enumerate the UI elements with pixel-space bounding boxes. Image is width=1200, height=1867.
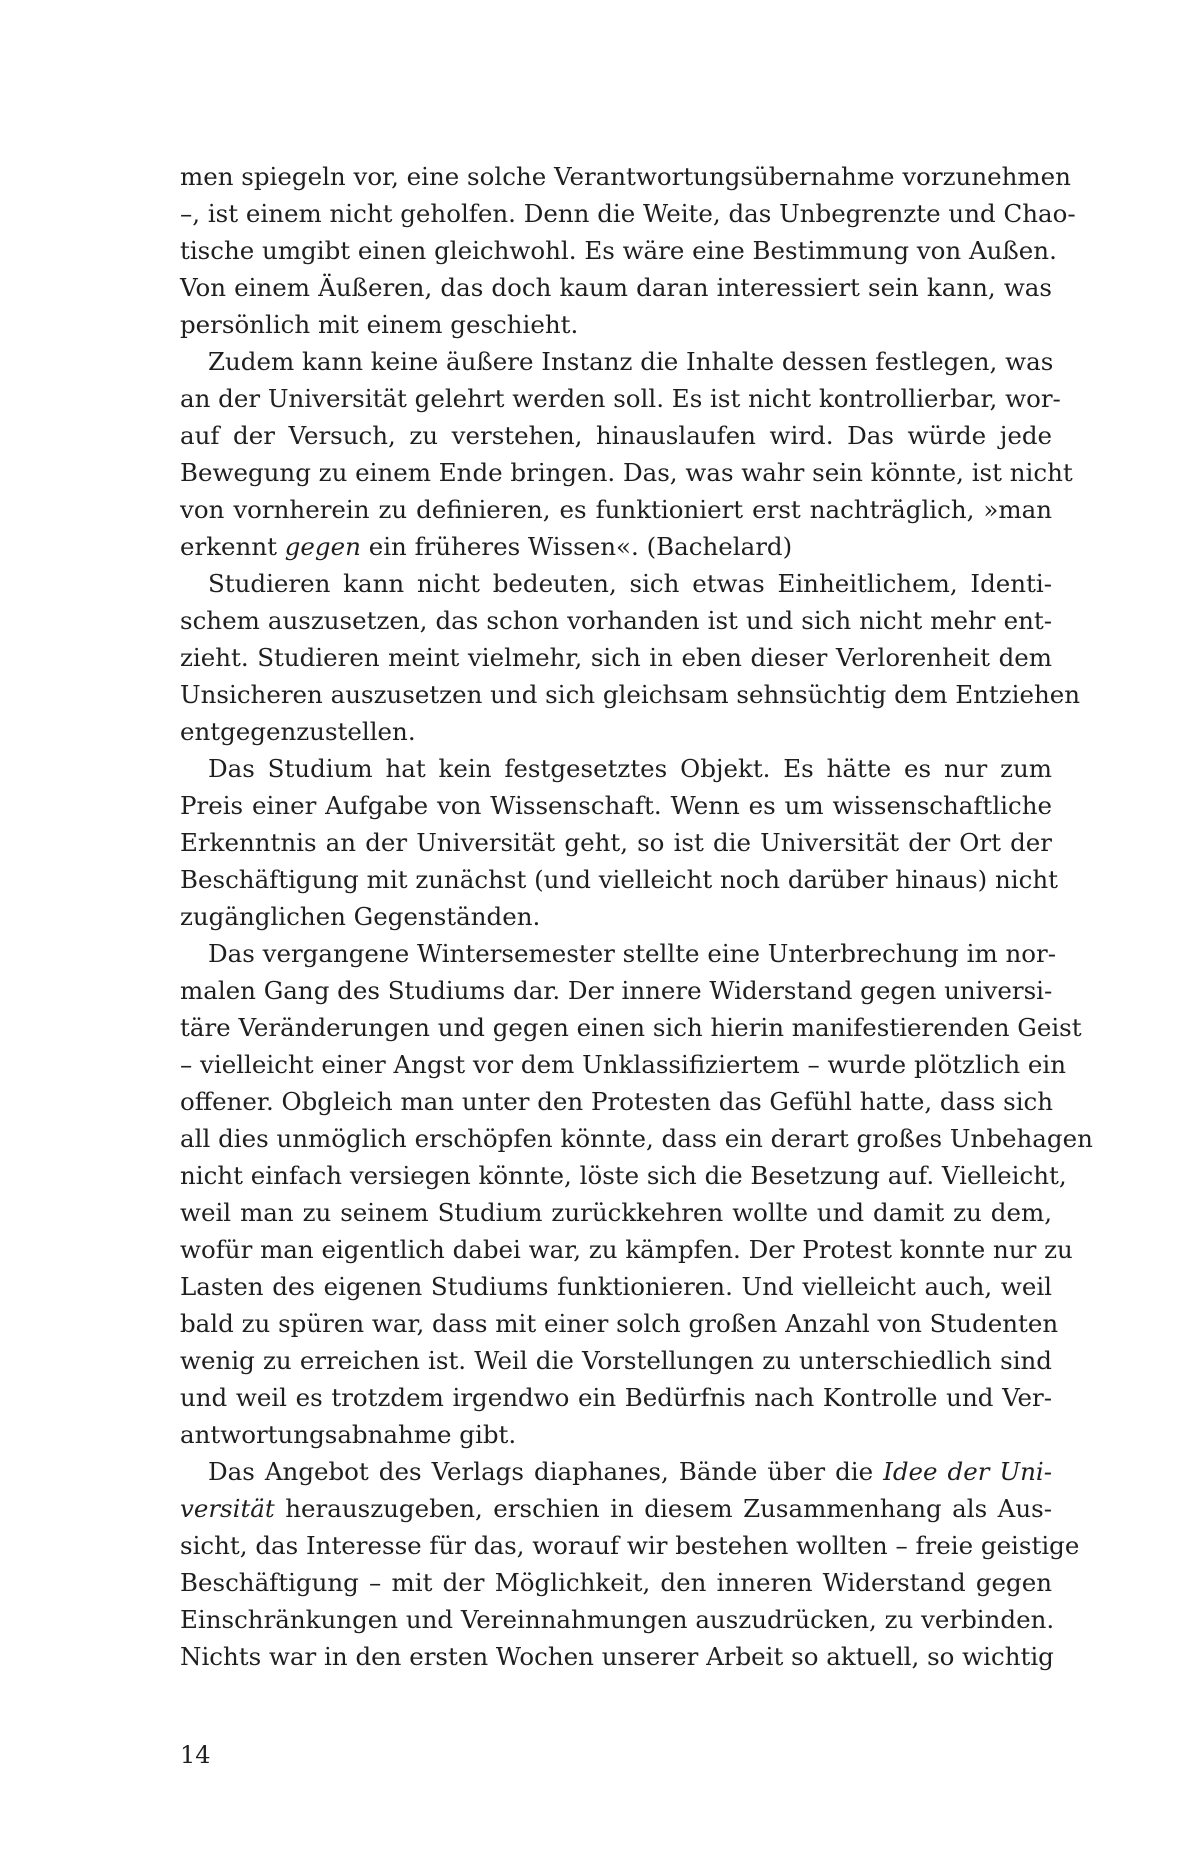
- text-line: men spiegeln vor, eine solche Verantwortungsübernahme vorzunehmen: [180, 162, 1071, 191]
- text-line: [180, 528, 1052, 565]
- italic-text: Idee der Uni-: [883, 1457, 1052, 1486]
- text-line: nicht einfach versiegen könnte, löste sich die Besetzung auf. Vielleicht,: [180, 1161, 1067, 1190]
- text-line: Das vergangene Wintersemester stellte eine Unterbrechung im nor-: [208, 939, 1057, 968]
- text-line: wofür man eigentlich dabei war, zu kämpfen. Der Protest konnte nur zu: [180, 1235, 1073, 1264]
- text-line: zieht. Studieren meint vielmehr, sich in eben dieser Verlorenheit dem: [180, 643, 1052, 672]
- text-line: –, ist einem nicht geholfen. Denn die Weite, das Unbegrenzte und Chao-: [180, 199, 1076, 228]
- text-segment: erkennt: [180, 532, 285, 561]
- text-line: weil man zu seinem Studium zurückkehren wollte und damit zu dem,: [180, 1198, 1052, 1227]
- text-line: Zudem kann keine äußere Instanz die Inhalte dessen festlegen, was: [208, 347, 1054, 376]
- text-line: schem auszusetzen, das schon vorhanden ist und sich nicht mehr ent-: [180, 606, 1052, 635]
- text-segment: herauszugeben, erschien in diesem Zusammenhang als Aus-: [274, 1494, 1052, 1523]
- text-line: [180, 1453, 1052, 1490]
- text-line: Bewegung zu einem Ende bringen. Das, was wahr sein könnte, ist nicht: [180, 458, 1073, 487]
- text-line: – vielleicht einer Angst vor dem Unklassifiziertem – wurde plötzlich ein: [180, 1050, 1067, 1079]
- body-text: [180, 158, 1093, 1675]
- text-line: antwortungsabnahme gibt.: [180, 1420, 517, 1449]
- text-line: zugänglichen Gegenständen.: [180, 902, 541, 931]
- text-line: Von einem Äußeren, das doch kaum daran interessiert sein kann, was: [180, 273, 1052, 302]
- text-line: Studieren kann nicht bedeuten, sich etwas Einheitlichem, Identi-: [208, 569, 1052, 598]
- text-line: täre Veränderungen und gegen einen sich hierin manifestierenden Geist: [180, 1013, 1082, 1042]
- text-line: Lasten des eigenen Studiums funktionieren. Und vielleicht auch, weil: [180, 1272, 1052, 1301]
- text-segment: ein früheres Wissen«. (Bachelard): [360, 532, 793, 561]
- text-line: bald zu spüren war, dass mit einer solch großen Anzahl von Studenten: [180, 1309, 1059, 1338]
- text-line: all dies unmöglich erschöpfen könnte, dass ein derart großes Unbehagen: [180, 1124, 1093, 1153]
- text-line: Nichts war in den ersten Wochen unserer Arbeit so aktuell, so wichtig: [180, 1642, 1054, 1671]
- text-line: auf der Versuch, zu verstehen, hinauslaufen wird. Das würde jede: [180, 421, 1052, 450]
- text-line: Das Studium hat kein festgesetztes Objekt. Es hätte es nur zum: [208, 754, 1052, 783]
- italic-text: versität: [180, 1494, 275, 1523]
- text-line: persönlich mit einem geschieht.: [180, 310, 579, 339]
- text-line: Einschränkungen und Vereinnahmungen auszudrücken, zu verbinden.: [180, 1605, 1055, 1634]
- text-line: malen Gang des Studiums dar. Der innere Widerstand gegen universi-: [180, 976, 1053, 1005]
- text-line: Unsicheren auszusetzen und sich gleichsam sehnsüchtig dem Entziehen: [180, 680, 1081, 709]
- text-line: und weil es trotzdem irgendwo ein Bedürfnis nach Kontrolle und Ver-: [180, 1383, 1052, 1412]
- text-line: Preis einer Aufgabe von Wissenschaft. Wenn es um wissenschaftliche: [180, 791, 1052, 820]
- text-line: Beschäftigung mit zunächst (und vielleicht noch darüber hinaus) nicht: [180, 865, 1058, 894]
- text-line: Erkenntnis an der Universität geht, so ist die Universität der Ort der: [180, 828, 1052, 857]
- page-number: 14: [180, 1741, 211, 1769]
- text-line: entgegenzustellen.: [180, 717, 416, 746]
- text-line: wenig zu erreichen ist. Weil die Vorstellungen zu unterschiedlich sind: [180, 1346, 1052, 1375]
- italic-text: gegen: [284, 532, 361, 561]
- text-line: Beschäftigung – mit der Möglichkeit, den inneren Widerstand gegen: [180, 1568, 1052, 1597]
- text-line: [180, 1490, 1052, 1527]
- text-line: an der Universität gelehrt werden soll. Es ist nicht kontrollierbar, wor-: [180, 384, 1061, 413]
- text-segment: Das Angebot des Verlags diaphanes, Bände über die: [208, 1457, 884, 1486]
- text-line: offener. Obgleich man unter den Protesten das Gefühl hatte, dass sich: [180, 1087, 1054, 1116]
- text-line: sicht, das Interesse für das, worauf wir bestehen wollten – freie geistige: [180, 1531, 1080, 1560]
- text-line: tische umgibt einen gleichwohl. Es wäre eine Bestimmung von Außen.: [180, 236, 1057, 265]
- text-line: von vornherein zu definieren, es funktioniert erst nachträglich, »man: [180, 495, 1052, 524]
